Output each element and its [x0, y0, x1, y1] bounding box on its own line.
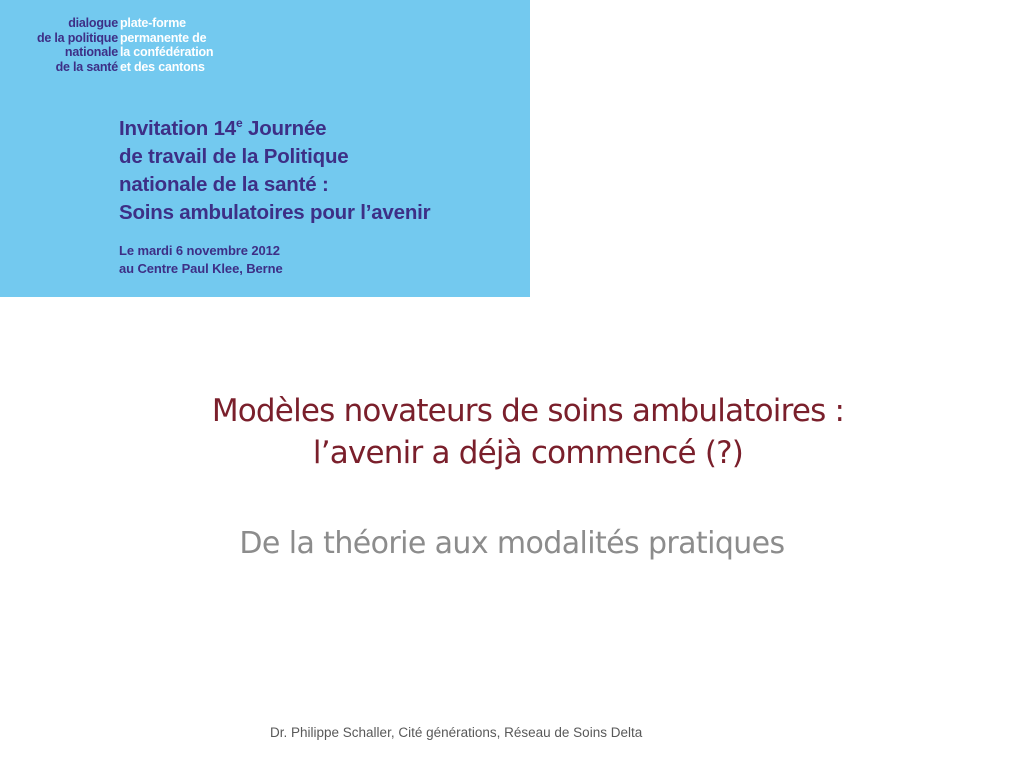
logo-right-line: la confédération [120, 45, 214, 59]
logo-left-text [37, 16, 118, 74]
logo-right-line: et des cantons [120, 59, 205, 74]
logo-left-line: de la santé [55, 59, 118, 74]
invitation-title-line: Soins ambulatoires pour l’avenir [119, 201, 431, 224]
logo-right-text [120, 16, 213, 74]
invitation-banner [0, 0, 530, 297]
author-footer: Dr. Philippe Schaller, Cité générations, Réseau de Soins Delta [270, 725, 643, 740]
invitation-title-line: de travail de la Politique [119, 145, 349, 168]
slide-subtitle: De la théorie aux modalités pratiques [239, 526, 785, 561]
invitation-title-line: nationale de la santé : [119, 173, 329, 196]
invitation-title [119, 115, 430, 227]
logo-right-line: permanente de [120, 30, 207, 45]
invitation-title-suffix: Journée [242, 117, 327, 140]
invitation-details [119, 242, 283, 277]
logo [0, 16, 530, 80]
logo-left-line: dialogue [68, 16, 118, 30]
logo-left-line: de la politique [36, 30, 118, 45]
invitation-title-line [119, 115, 430, 143]
slide-title-line: Modèles novateurs de soins ambulatoires : [211, 393, 845, 429]
event-location: au Centre Paul Klee, Berne [119, 260, 283, 276]
invitation-title-prefix: Invitation 14 [119, 117, 237, 140]
logo-left-line: nationale [64, 45, 118, 59]
event-date: Le mardi 6 novembre 2012 [119, 243, 280, 258]
logo-right-line: plate-forme [120, 16, 186, 30]
slide-title-line: l’avenir a déjà commencé (?) [312, 435, 744, 471]
invitation-title-superscript: e [236, 116, 243, 131]
slide-title [0, 390, 1024, 474]
